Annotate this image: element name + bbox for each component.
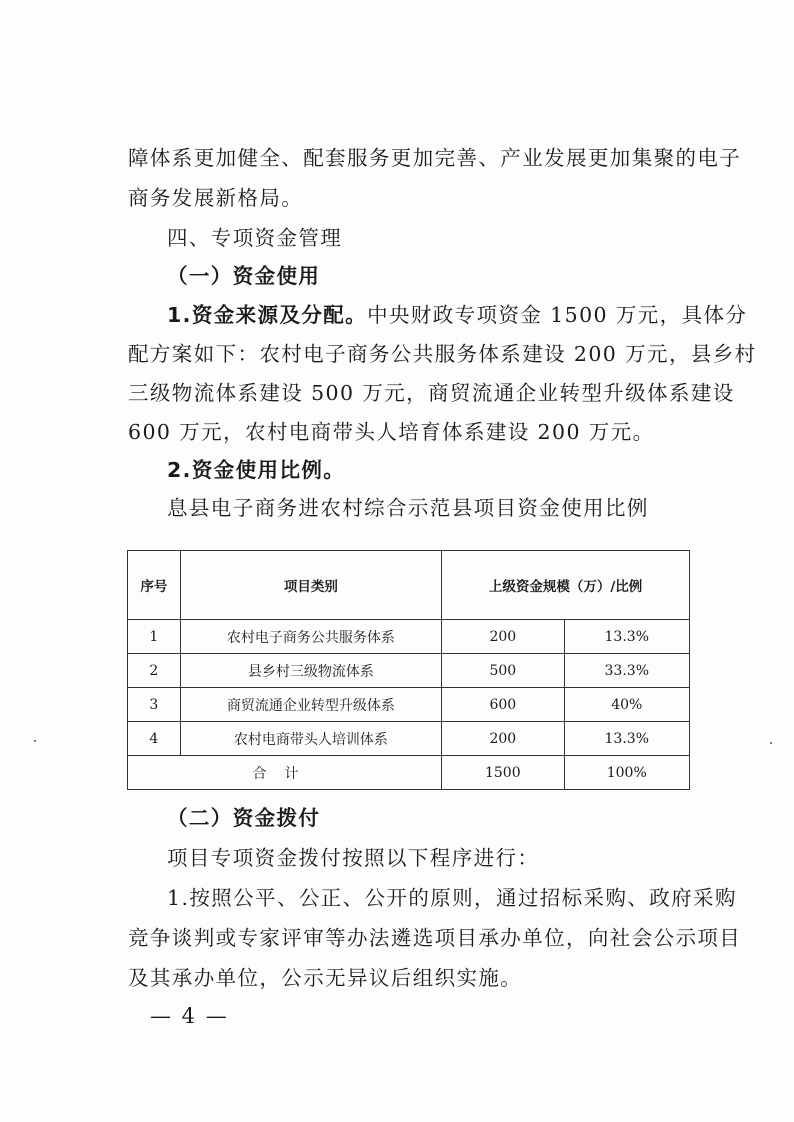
- cell-category: 农村电商带头人培训体系: [180, 722, 441, 756]
- body-text-line: 三级物流体系建设 500 万元，商贸流通企业转型升级体系建设: [128, 381, 735, 405]
- body-text-line: 障体系更加健全、配套服务更加完善、产业发展更加集聚的电子: [128, 146, 742, 170]
- table-row: [128, 654, 690, 688]
- subsection-heading: （一）资金使用: [167, 264, 321, 288]
- section-heading: 四、专项资金管理: [167, 226, 343, 250]
- body-text-line: 项目专项资金拨付按照以下程序进行：: [167, 846, 540, 870]
- cell-seq: 3: [128, 688, 181, 722]
- cell-category: 农村电子商务公共服务体系: [180, 620, 441, 654]
- header-scale-ratio: 上级资金规模（万）/比例: [442, 551, 690, 620]
- scan-speck: [770, 742, 772, 744]
- cell-ratio: 13.3%: [564, 722, 689, 756]
- cell-amount: 200: [442, 722, 564, 756]
- header-category: 项目类别: [180, 551, 441, 620]
- body-text-line: 商务发展新格局。: [128, 186, 304, 210]
- cell-ratio: 40%: [564, 688, 689, 722]
- cell-ratio: 13.3%: [564, 620, 689, 654]
- cell-seq: 1: [128, 620, 181, 654]
- item-line: [167, 297, 748, 333]
- table-caption: 息县电子商务进农村综合示范县项目资金使用比例: [167, 496, 649, 520]
- body-text-line: 竞争谈判或专家评审等办法遴选项目承办单位，向社会公示项目: [128, 926, 742, 950]
- fund-allocation-table: [127, 550, 690, 790]
- scan-speck: [34, 740, 36, 742]
- cell-amount: 200: [442, 620, 564, 654]
- table-row: [128, 620, 690, 654]
- table-row: [128, 722, 690, 756]
- page-number: — 4 —: [150, 1004, 229, 1028]
- body-text-line: 600 万元，农村电商带头人培育体系建设 200 万元。: [128, 420, 655, 444]
- item-text: 中央财政专项资金 1500 万元，具体分: [367, 303, 748, 327]
- cell-category: 商贸流通企业转型升级体系: [180, 688, 441, 722]
- cell-ratio: 33.3%: [564, 654, 689, 688]
- table-row: [128, 688, 690, 722]
- item-title: 2.资金使用比例。: [167, 458, 346, 482]
- table-total-row: [128, 756, 690, 790]
- header-seq: 序号: [128, 551, 181, 620]
- cell-category: 县乡村三级物流体系: [180, 654, 441, 688]
- total-label: 合计: [128, 756, 442, 790]
- total-ratio: 100%: [564, 756, 689, 790]
- body-text-line: 及其承办单位，公示无异议后组织实施。: [128, 966, 523, 990]
- cell-amount: 500: [442, 654, 564, 688]
- table-header-row: [128, 551, 690, 620]
- body-text-line: 配方案如下：农村电子商务公共服务体系建设 200 万元，县乡村: [128, 342, 757, 366]
- body-text-line: 1.按照公平、公正、公开的原则，通过招标采购、政府采购: [167, 886, 737, 910]
- item-title: 1.资金来源及分配。: [167, 303, 368, 327]
- subsection-heading: （二）资金拨付: [167, 806, 321, 830]
- cell-amount: 600: [442, 688, 564, 722]
- cell-seq: 4: [128, 722, 181, 756]
- cell-seq: 2: [128, 654, 181, 688]
- total-amount: 1500: [442, 756, 564, 790]
